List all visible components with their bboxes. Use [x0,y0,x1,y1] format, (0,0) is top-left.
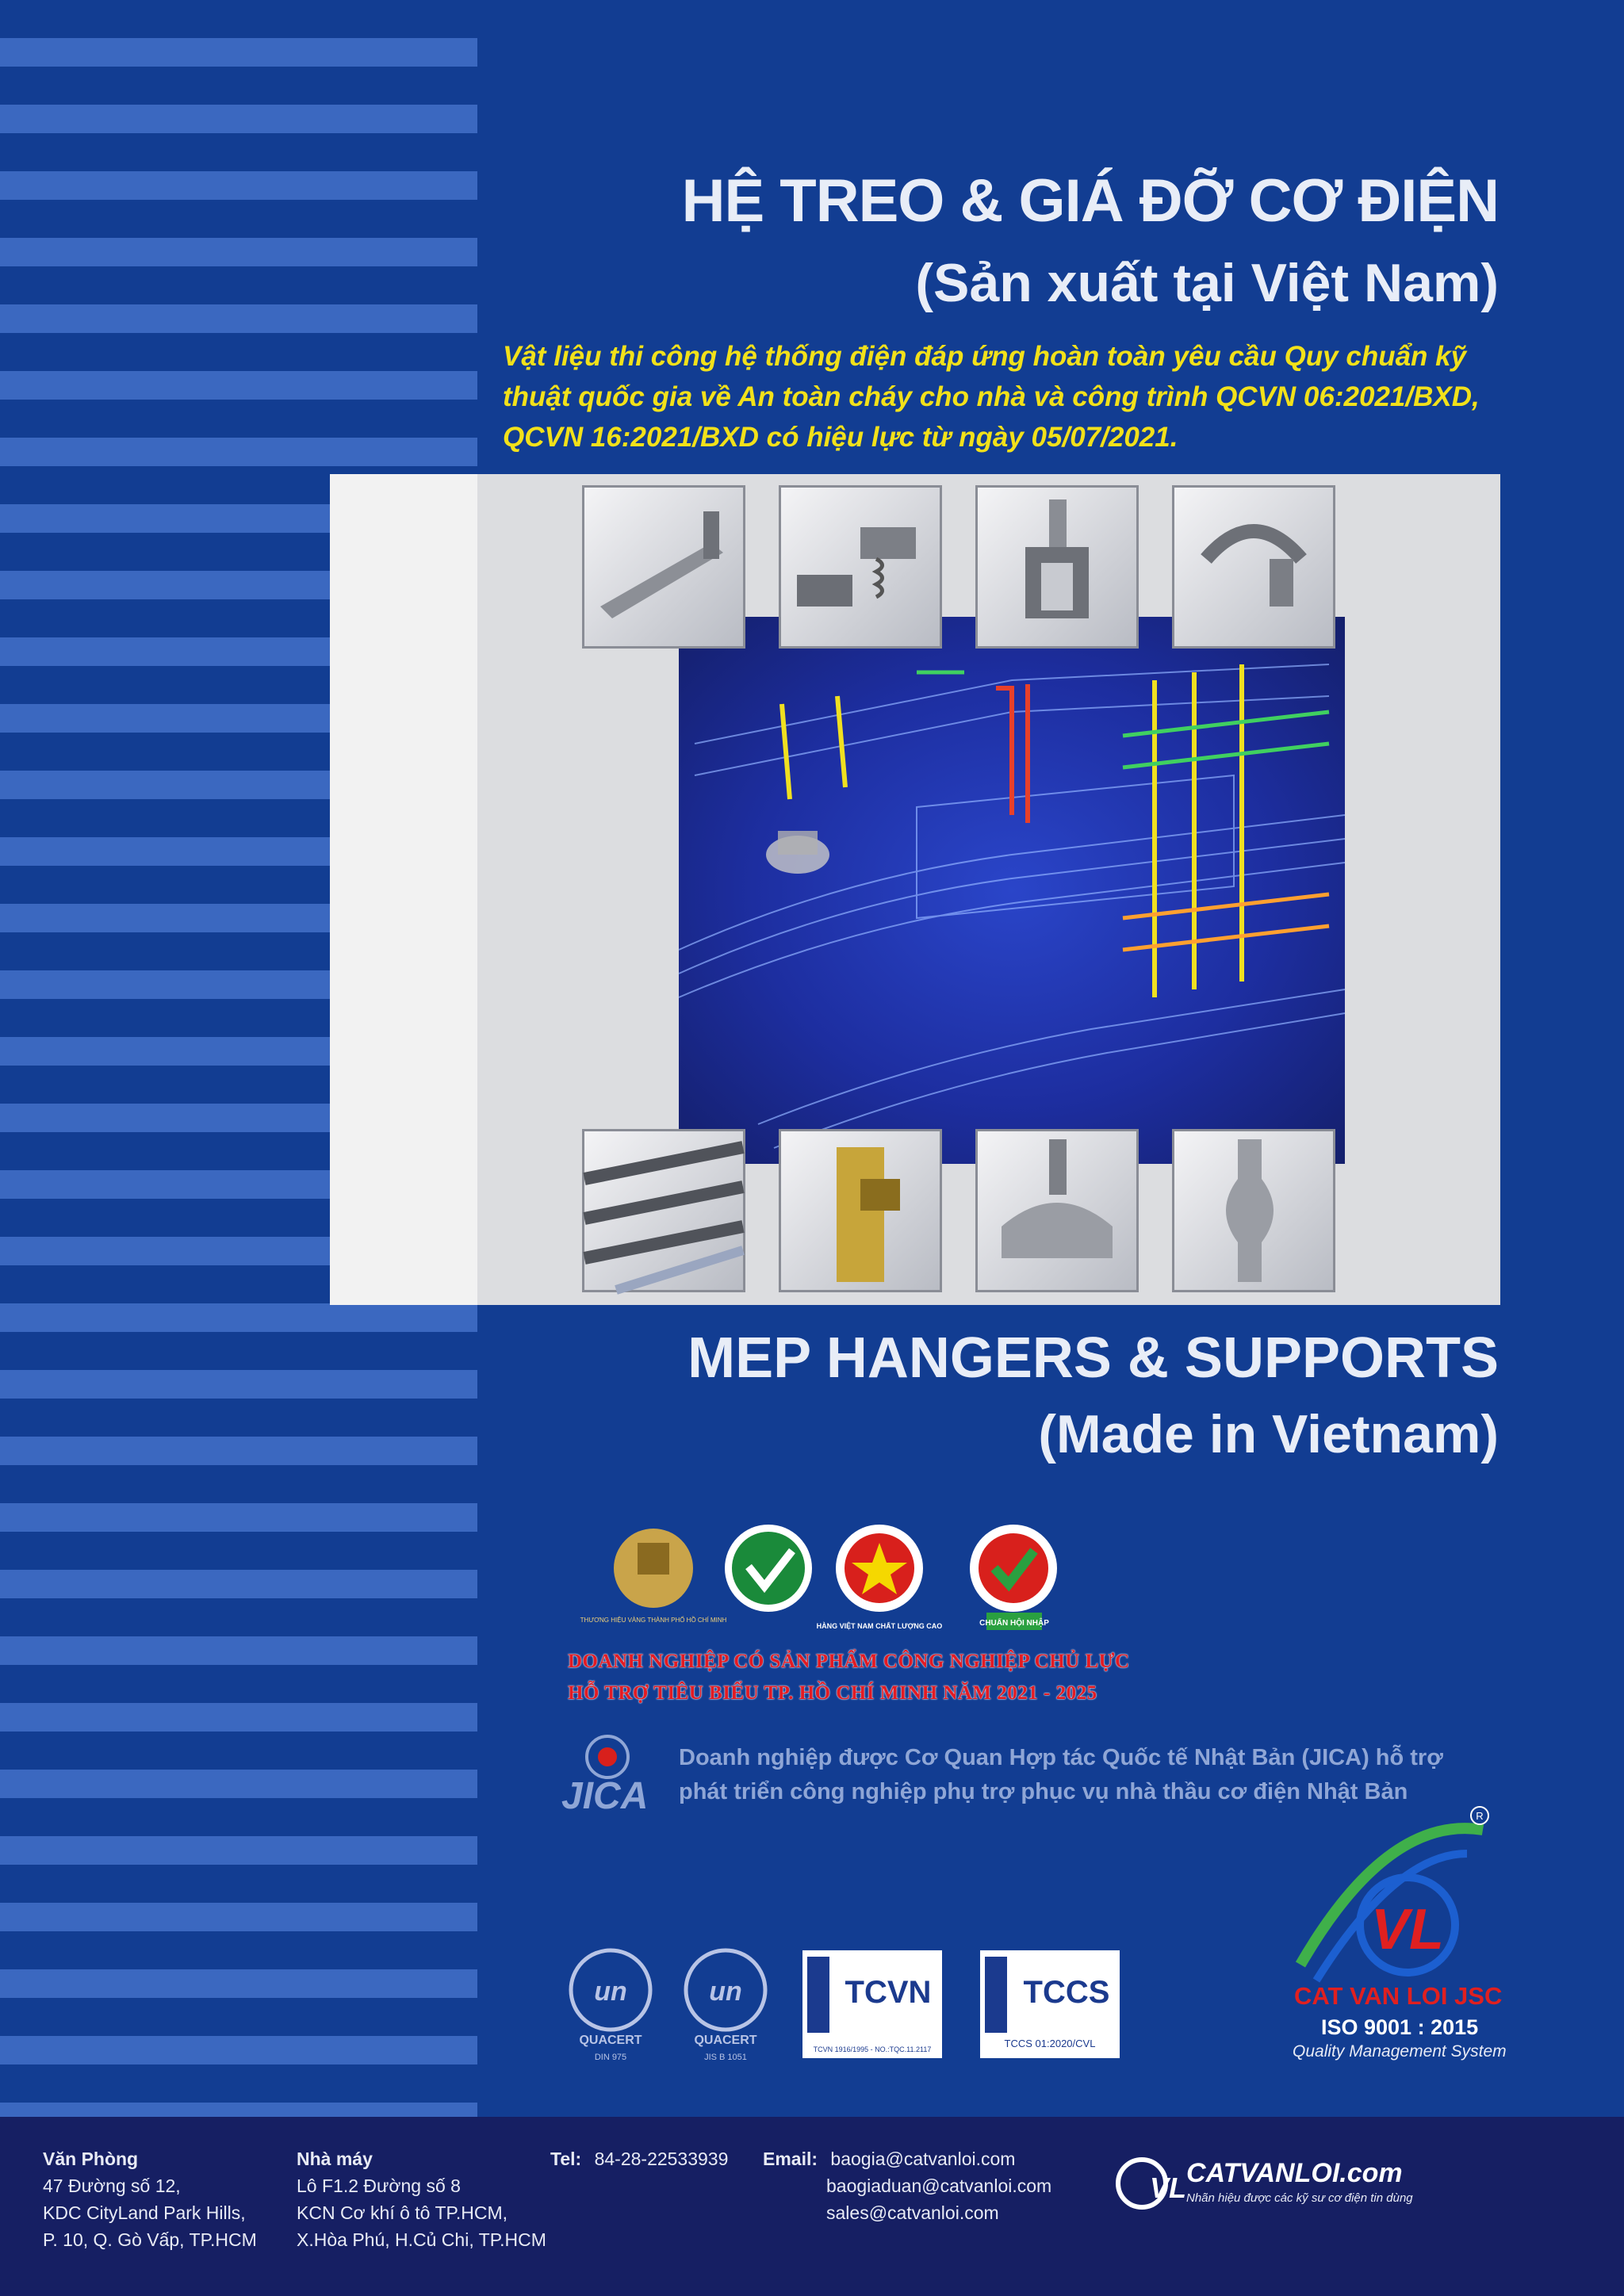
illustration-drawing [679,617,1345,1164]
vietnam-high-quality-goods-icon [817,1525,943,1630]
product-thumb-c-clamp [975,1129,1139,1292]
svg-text:DIN 975: DIN 975 [594,2053,627,2062]
office-line: P. 10, Q. Gò Vấp, TP.HCM [43,2229,257,2250]
svg-text:JIS B 1051: JIS B 1051 [704,2053,747,2062]
cvl-mark-icon [1113,2149,1185,2220]
beam-clamp-icon [978,488,1136,646]
jica-icon [561,1733,665,1817]
pipe-clip-icon [1174,488,1333,646]
quacert-jis-icon [686,1950,765,2062]
beam-clip-icon [781,1131,940,1290]
footer-factory [297,2145,546,2253]
brand-name: CAT VAN LOI JSC [1294,1982,1503,2010]
qms-label: Quality Management System [1293,2042,1507,2061]
certification-logos [555,1941,1126,2068]
factory-line: X.Hòa Phú, H.Củ Chi, TP.HCM [297,2229,546,2250]
footer-email [763,2145,1051,2226]
tcvn-icon [802,1950,942,2058]
regulation-notice: Vật liệu thi công hệ thống điện đáp ứng hoàn toàn yêu cầu Quy chuẩn kỹ thuật quốc gia về An toàn cháy cho nhà và công trình QCVN 06:2021/BXD, QCVN 16:2021/BXD có hiệu lực từ ngày 05/07/2021. [503,341,1480,453]
footer-tel [550,2145,728,2172]
svg-text:CHUẨN HỘI NHẬP: CHUẨN HỘI NHẬP [979,1619,1049,1628]
svg-text:TCVN: TCVN [845,1975,932,2010]
svg-text:JICA: JICA [561,1775,649,1817]
page-subtitle: (Sản xuất tại Việt Nam) [915,253,1499,313]
email-link[interactable]: baogia@catvanloi.com [830,2149,1016,2169]
footer-site[interactable]: CATVANLOI.com [1186,2158,1403,2188]
jica-line-2: phát triển công nghiệp phụ trợ phục vụ nhà thầu cơ điện Nhật Bản [679,1779,1408,1804]
svg-text:TCVN 1916/1995 - NO.:TQC.11.21: TCVN 1916/1995 - NO.:TQC.11.2117 [813,2045,932,2053]
office-line: KDC CityLand Park Hills, [43,2202,246,2223]
office-line: 47 Đường số 12, [43,2175,181,2196]
factory-label: Nhà máy [297,2149,373,2169]
english-title: MEP HANGERS & SUPPORTS [688,1326,1499,1390]
svg-text:R: R [1476,1810,1484,1822]
high-quality-standard-icon [970,1525,1057,1630]
email-label: Email: [763,2149,818,2169]
c-clamp-icon [978,1131,1136,1290]
factory-line: KCN Cơ khí ô tô TP.HCM, [297,2202,508,2223]
iso-label: ISO 9001 : 2015 [1321,2015,1479,2039]
svg-text:THƯƠNG HIỆU VÀNG THÀNH PHỐ HỒ: THƯƠNG HIỆU VÀNG THÀNH PHỐ HỒ CHÍ MINH [580,1617,727,1624]
jica-logo [561,1733,665,1817]
tel-value[interactable]: 84-28-22533939 [594,2149,729,2169]
jica-line-1: Doanh nghiệp được Cơ Quan Hợp tác Quốc tế Nhật Bản (JICA) hỗ trợ [679,1745,1443,1770]
photo-panel-strip [330,474,477,1305]
english-subtitle: (Made in Vietnam) [1038,1404,1499,1464]
office-label: Văn Phòng [43,2149,139,2169]
svg-text:QUACERT: QUACERT [694,2034,757,2047]
page-title: HỆ TREO & GIÁ ĐỠ CƠ ĐIỆN [681,167,1499,235]
spring-clip-icon [1174,1131,1333,1290]
product-thumb-threaded-rod [582,1129,745,1292]
product-thumb-beam-clamp [975,485,1139,649]
email-link[interactable]: sales@catvanloi.com [826,2202,999,2223]
product-photo-panel [330,474,1500,1305]
product-thumb-spring-clip [1172,1129,1335,1292]
svg-text:VL: VL [1370,1898,1445,1961]
footer-office [43,2145,257,2253]
golden-brand-hcmc-icon [580,1529,727,1624]
email-link[interactable]: baogiaduan@catvanloi.com [826,2175,1052,2196]
svg-text:un: un [709,1976,742,2007]
hcmc-industry-product-icon [725,1525,812,1612]
tel-label: Tel: [550,2149,582,2169]
svg-text:HÀNG VIỆT NAM CHẤT LƯỢNG CAO: HÀNG VIỆT NAM CHẤT LƯỢNG CAO [816,1622,943,1630]
spring-nut-icon [781,488,940,646]
product-thumb-pipe-clip [1172,485,1335,649]
svg-text:VL: VL [1150,2172,1187,2204]
award-line-1: DOANH NGHIỆP CÓ SẢN PHẨM CÔNG NGHIỆP CHỦ LỰC [568,1651,1130,1672]
award-line-2: HỖ TRỢ TIÊU BIỂU TP. HỒ CHÍ MINH NĂM 2021 - 2025 [568,1682,1097,1704]
footer-tagline: Nhãn hiệu được các kỹ sư cơ điện tin dùng [1186,2191,1413,2205]
svg-text:TCCS 01:2020/CVL: TCCS 01:2020/CVL [1004,2038,1096,2049]
svg-text:QUACERT: QUACERT [579,2034,642,2047]
product-thumb-spring-nut [779,485,942,649]
quacert-din-icon [571,1950,650,2062]
product-thumb-bracket [582,485,745,649]
mep-installation-illustration [679,617,1345,1164]
svg-text:TCCS: TCCS [1023,1975,1110,2010]
bracket-icon [584,488,743,646]
tccs-icon [980,1950,1120,2058]
threaded-rod-icon [584,1131,743,1290]
svg-text:un: un [594,1976,627,2007]
award-badges [580,1519,1066,1638]
product-thumb-beam-clip [779,1129,942,1292]
factory-line: Lô F1.2 Đường số 8 [297,2175,461,2196]
